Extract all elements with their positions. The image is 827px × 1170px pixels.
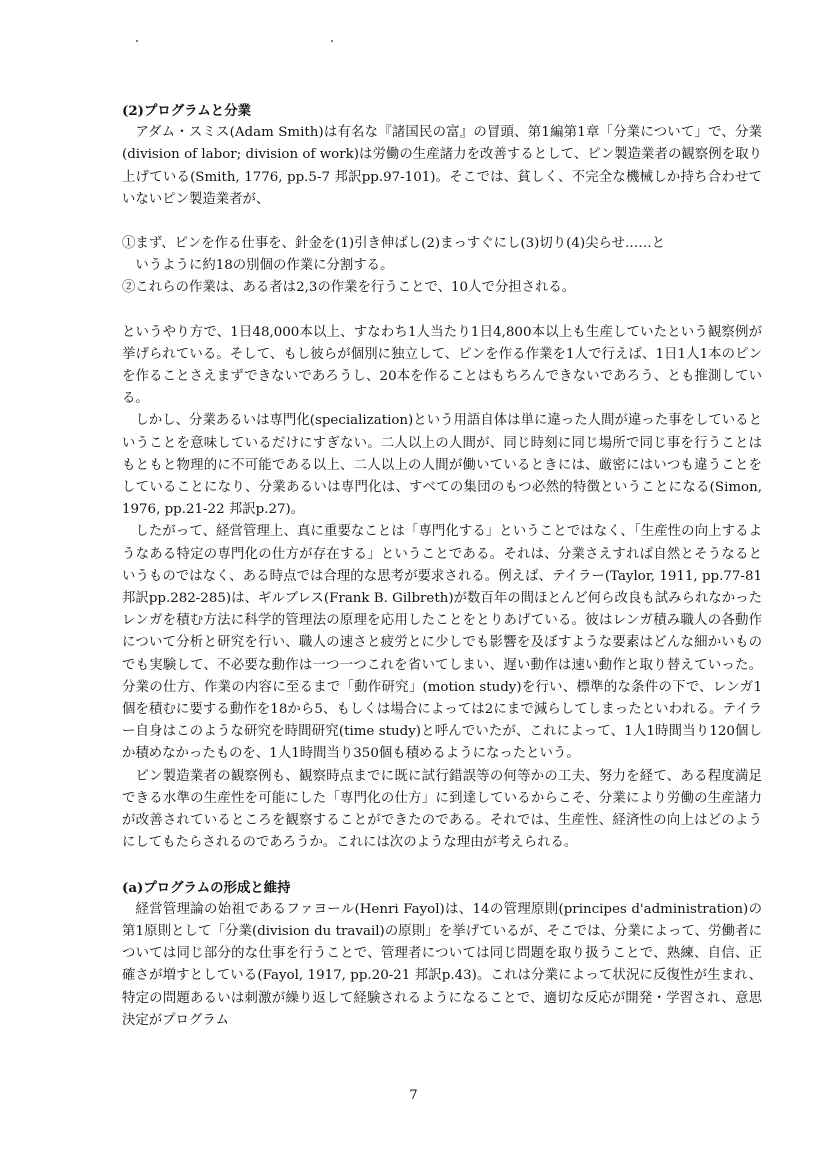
scan-speck <box>136 40 138 42</box>
paragraph-pin-output: というやり方で、1日48,000本以上、すなわち1人当たり1日4,800本以上も生産していたという観察例が挙げられている。そして、もし彼らが個別に独立して、ピンを作る作業を1人で行えば、1日1人1本のピンを作ることさえまずできないであろうし、20本を作ることはもちろんできないであろう、とも推測している。 <box>122 324 762 407</box>
section-heading: (2)プログラムと分業 <box>122 103 251 119</box>
paragraph-taylor: したがって、経営管理上、真に重要なことは「専門化する」ということではなく、「生産性の向上するようなある特定の専門化の仕方が存在する」ということである。それは、分業さえすれば自然とそうなるというものではなく、ある時点では合理的な思考が要求される。例えば、テイラー(Taylor, 1911, pp.77-81 邦訳pp.282-285)は、ギルブレス(Frank B. Gilbreth)が数百年の間ほとんど何ら改良も試みられなかったレンガを積む方法に科学的管理法の原理を応用したことをとりあげている。彼はレンガ積み職人の各動作について分析と研究を行い、職人の速さと疲労とに少しでも影響を及ぼすような要素はどんな細かいものでも実験して、不必要な動作は一つ一つこれを省いてしまい、遅い動作は速い動作と取り替えていった。分業の仕方、作業の内容に至るまで「動作研究」(motion study)を行い、標準的な条件の下で、レンガ1個を積むに要する動作を18から5、もしくは場合によっては2にまで減らしてしまったといわれる。テイラー自身はこのような研究を時間研究(time study)と呼んでいたが、これによって、1人1時間当り120個しか積めなかったものを、1人1時間当り350個も積めるようになったという。 <box>122 524 762 762</box>
spacer <box>122 211 762 233</box>
spacer <box>122 300 762 322</box>
paragraph-specialization: しかし、分業あるいは専門化(specialization)という用語自体は単に違った人間が違った事をしているということを意味しているだけにすぎない。二人以上の人間が、同じ時刻に同じ場所で同じ事を行うことはもともと物理的に不可能である以上、二人以上の人間が働いているときには、厳密にはいつも違うことをしていることになり、分業あるいは専門化は、すべての集団のもつ必然的特徴ということになる(Simon, 1976, pp.21-22 邦訳p.27)。 <box>122 413 762 518</box>
list-item-1: ①まず、ピンを作る仕事を、針金を(1)引き伸ばし(2)まっすぐにし(3)切り(4)尖らせ……と <box>122 236 666 252</box>
list-item-1-continued: いうように約18の別個の作業に分割する。 <box>135 258 394 274</box>
paragraph-fayol: 経営管理論の始祖であるファヨール(Henri Fayol)は、14の管理原則(principes d'administration)の第1原則として「分業(division du travail)の原則」を挙げているが、そこでは、分業によって、労働者については同じ部分的な仕事を行うことで、管理者については同じ問題を取り扱うことで、熟練、自信、正確さが増すとしている(Fayol, 1917, pp.20-21 邦訳p.43)。これは分業によって状況に反復性が生まれ、特定の問題あるいは刺激が繰り返して経験されるようになることで、適切な反応が開発・学習され、意思決定がプログラム <box>122 901 762 1028</box>
list-item-2: ②これらの作業は、ある者は2,3の作業を行うことで、10人で分担される。 <box>122 280 576 296</box>
paragraph-pin-observation: ピン製造業者の観察例も、観察時点までに既に試行錯誤等の何等かの工夫、努力を経て、ある程度満足できる水準の生産性を可能にした「専門化の仕方」に到達しているからこそ、分業により労働の生産諸力が改善されているところを観察することができたのである。それでは、生産性、経済性の向上はどのようにしてもたらされるのであろうか。これには次のような理由が考えられる。 <box>122 768 762 851</box>
page-number: 7 <box>409 1088 418 1103</box>
scan-speck <box>331 40 333 42</box>
body-text <box>122 100 762 1032</box>
subsection-heading: (a)プログラムの形成と維持 <box>122 879 291 896</box>
spacer <box>122 855 762 877</box>
intro-paragraph: アダム・スミス(Adam Smith)は有名な『諸国民の富』の冒頭、第1編第1章「分業について」で、分業(division of labor; division of work)は労働の生産諸力を改善するとして、ピン製造業者の観察例を取り上げている(Smith, 1776, pp.5-7 邦訳pp.97-101)。そこでは、貧しく、不完全な機械しか持ち合わせていないピン製造業者が、 <box>122 125 762 207</box>
